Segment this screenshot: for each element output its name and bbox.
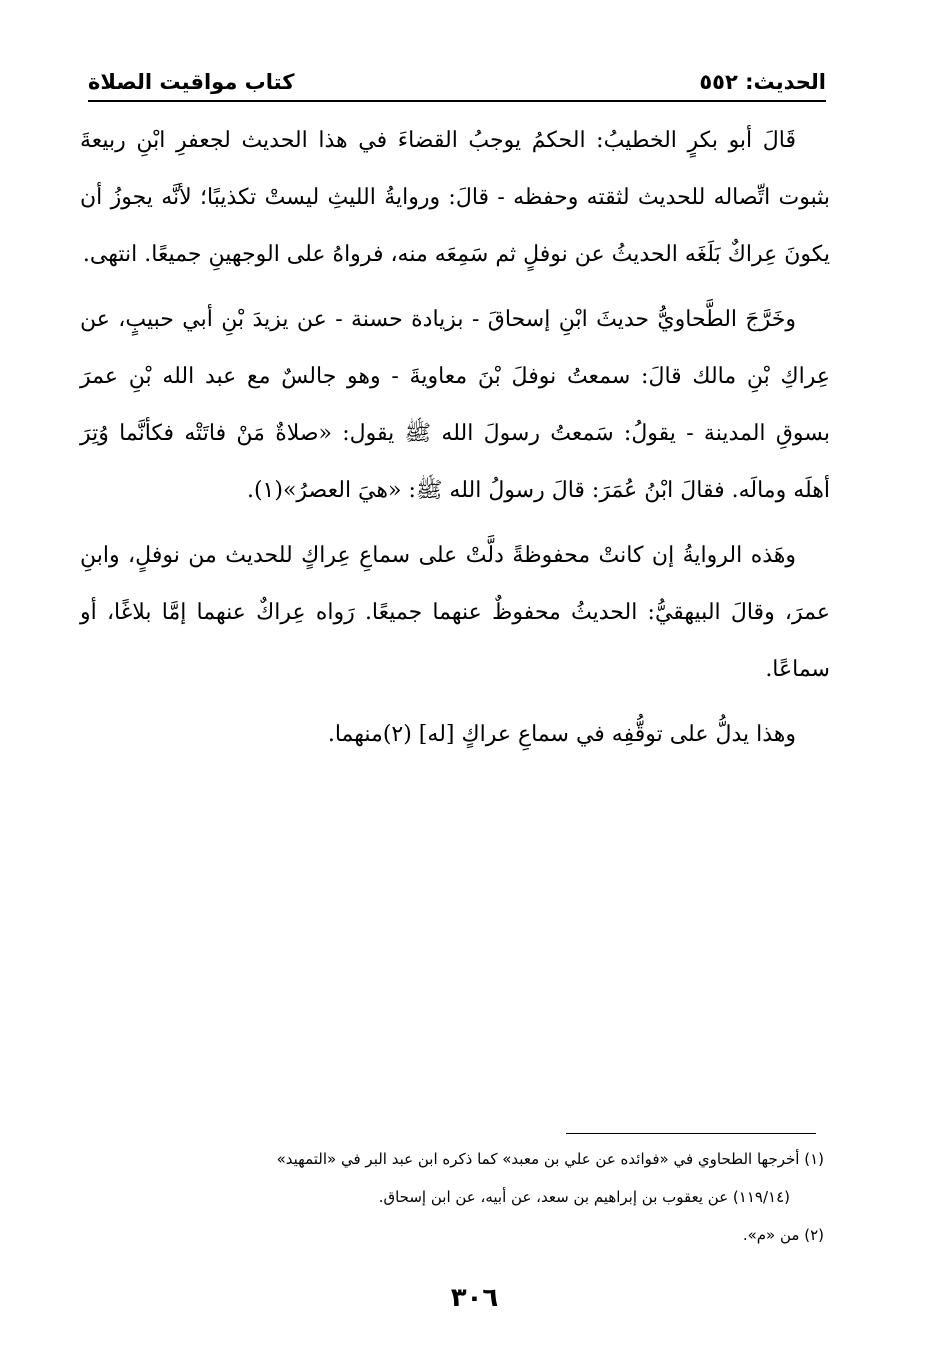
hadith-number-label: الحديث: ٥٥٢	[699, 70, 826, 94]
running-header	[88, 60, 826, 102]
main-text	[80, 112, 830, 771]
footnotes	[80, 1140, 824, 1254]
footnote-2	[80, 1216, 824, 1254]
footnote-1	[80, 1140, 824, 1216]
paragraph-1: قَالَ أبو بكرٍ الخطيبُ: الحكمُ يوجبُ القضاءَ في هذا الحديث لجعفرِ ابْنِ ربيعةَ بثبوت اتِّصاله للحديث لثقته وحفظه - قالَ: وروايةُ الليثِ ليستْ تكذيبًا؛ لأنَّه يجوزُ أن يكونَ عِراكٌ بَلَغَه الحديثُ عن نوفلٍ ثم سَمِعَه منه، فرواهُ على الوجهينِ جميعًا. انتهى.	[80, 128, 830, 267]
footnote-1-line-2: (١١٩/١٤) عن يعقوب بن إبراهيم بن سعد، عن أبيه، عن ابن إسحاق.	[378, 1188, 790, 1206]
paragraph-2: وخَرَّجَ الطَّحاويُّ حديثَ ابْنِ إسحاقَ - بزيادة حسنة - عن يزيدَ بْنِ أبي حبيبٍ، عن عِراكِ بْنِ مالك قالَ: سمعتُ نوفلَ بْنَ معاويةَ - وهو جالسٌ مع عبد الله بْنِ عمرَ بسوقِ المدينة - يقولُ: سَمعتُ رسولَ الله ﷺ يقول: «صلاةٌ مَنْ فاتَتْه فكأنَّما وُتِرَ أهلَه ومالَه. فقالَ ابْنُ عُمَرَ: قالَ رسولُ الله ﷺ: «هيَ العصرُ»(١).	[80, 307, 830, 503]
paragraph-3: وهَذه الروايةُ إن كانتْ محفوظةً دلَّتْ على سماعِ عِراكٍ للحديث من نوفلٍ، وابنِ عمرَ، وقالَ البيهقيُّ: الحديثُ محفوظٌ عنهما جميعًا. رَواه عِراكٌ عنهما إمَّا بلاغًا، أو سماعًا.	[80, 543, 830, 682]
footnote-1-line-1: (١) أخرجها الطحاوي في «فوائده عن علي بن معبد» كما ذكره ابن عبد البر في «التمهيد»	[276, 1150, 824, 1168]
footnote-2-line-1: (٢) من «م».	[742, 1226, 824, 1244]
footnote-divider	[566, 1133, 816, 1134]
book-title: كتاب مواقيت الصلاة	[88, 70, 295, 94]
paragraph-4: وهذا يدلُّ على توقُّفِه في سماعِ عراكٍ [له] (٢)منهما.	[327, 722, 796, 747]
page-number: ٣٠٦	[450, 1283, 499, 1313]
